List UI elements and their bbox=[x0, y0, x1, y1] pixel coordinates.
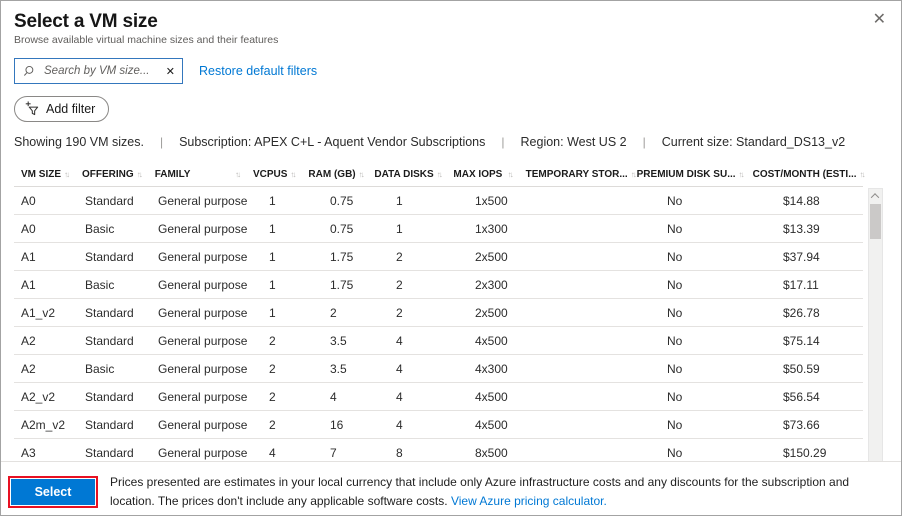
search-box bbox=[14, 58, 183, 84]
cell-family: General purpose bbox=[158, 249, 248, 264]
cell-offering: Standard bbox=[85, 249, 134, 264]
cell-vm-size: A2_v2 bbox=[21, 389, 56, 404]
cell-ram: 1.75 bbox=[330, 277, 354, 292]
table-row[interactable] bbox=[14, 271, 863, 299]
cell-data-disks: 1 bbox=[396, 221, 403, 236]
cell-vcpus: 2 bbox=[269, 361, 276, 376]
cell-vm-size: A1 bbox=[21, 249, 36, 264]
cell-data-disks: 2 bbox=[396, 277, 403, 292]
restore-default-filters-link[interactable]: Restore default filters bbox=[199, 64, 318, 78]
cell-family: General purpose bbox=[158, 417, 248, 432]
cell-vm-size: A1 bbox=[21, 277, 36, 292]
summary-subscription: Subscription: APEX C+L - Aquent Vendor Subscriptions bbox=[179, 135, 486, 149]
sort-icon: ↑↓ bbox=[507, 169, 512, 179]
column-header-family[interactable]: FAMILY ↑↓ bbox=[154, 168, 239, 180]
column-header-data-disks[interactable]: DATA DISKS ↑↓ bbox=[374, 168, 441, 180]
sort-icon: ↑↓ bbox=[234, 169, 239, 179]
cell-cost-month: $73.66 bbox=[783, 417, 820, 432]
vm-size-table bbox=[14, 162, 887, 467]
page-title: Select a VM size bbox=[14, 11, 158, 32]
page-subtitle: Browse available virtual machine sizes and their features bbox=[14, 34, 279, 46]
cell-offering: Standard bbox=[85, 333, 134, 348]
cell-family: General purpose bbox=[158, 193, 248, 208]
cell-cost-month: $50.59 bbox=[783, 361, 820, 376]
cell-ram: 0.75 bbox=[330, 221, 354, 236]
cell-max-iops: 1x500 bbox=[475, 193, 508, 208]
cell-cost-month: $75.14 bbox=[783, 333, 820, 348]
column-header-vm-size[interactable]: VM SIZE ↑↓ bbox=[21, 168, 69, 180]
table-row[interactable] bbox=[14, 411, 863, 439]
sort-icon: ↑↓ bbox=[630, 169, 635, 179]
cell-premium-disk: No bbox=[667, 361, 683, 376]
sort-icon: ↑↓ bbox=[64, 169, 69, 179]
cell-vcpus: 1 bbox=[269, 221, 276, 236]
cell-vm-size: A2 bbox=[21, 361, 36, 376]
cell-premium-disk: No bbox=[667, 193, 683, 208]
cell-cost-month: $13.39 bbox=[783, 221, 820, 236]
table-row[interactable] bbox=[14, 327, 863, 355]
summary-region: Region: West US 2 bbox=[520, 135, 627, 149]
cell-max-iops: 2x300 bbox=[475, 277, 508, 292]
cell-premium-disk: No bbox=[667, 221, 683, 236]
cell-max-iops: 4x300 bbox=[475, 361, 508, 376]
cell-data-disks: 4 bbox=[396, 389, 403, 404]
cell-family: General purpose bbox=[158, 361, 248, 376]
cell-vcpus: 2 bbox=[269, 417, 276, 432]
sort-icon: ↑↓ bbox=[436, 169, 441, 179]
cell-data-disks: 4 bbox=[396, 417, 403, 432]
cell-family: General purpose bbox=[158, 305, 248, 320]
summary-current-size: Current size: Standard_DS13_v2 bbox=[661, 135, 846, 149]
cell-vm-size: A0 bbox=[21, 193, 36, 208]
cell-offering: Basic bbox=[85, 221, 115, 236]
summary-separator: | bbox=[159, 135, 164, 149]
table-row[interactable] bbox=[14, 215, 863, 243]
column-header-ram[interactable]: RAM (GB) ↑↓ bbox=[308, 168, 363, 180]
search-input[interactable] bbox=[42, 64, 162, 78]
cell-max-iops: 4x500 bbox=[475, 389, 508, 404]
search-row bbox=[14, 58, 887, 84]
cell-max-iops: 8x500 bbox=[475, 445, 508, 460]
filter-summary bbox=[14, 135, 887, 149]
sort-icon: ↑↓ bbox=[290, 169, 295, 179]
cell-vm-size: A3 bbox=[21, 445, 36, 460]
cell-premium-disk: No bbox=[667, 249, 683, 264]
cell-offering: Basic bbox=[85, 361, 115, 376]
cell-data-disks: 8 bbox=[396, 445, 403, 460]
sort-icon: ↑↓ bbox=[136, 169, 141, 179]
cell-family: General purpose bbox=[158, 277, 248, 292]
column-header-premium-disk[interactable]: PREMIUM DISK SU... ↑↓ bbox=[636, 168, 743, 180]
cell-ram: 3.5 bbox=[330, 361, 347, 376]
cell-premium-disk: No bbox=[667, 277, 683, 292]
cell-family: General purpose bbox=[158, 221, 248, 236]
sort-icon: ↑↓ bbox=[859, 169, 864, 179]
sort-icon: ↑↓ bbox=[358, 169, 363, 179]
table-row[interactable] bbox=[14, 187, 863, 215]
cell-vm-size: A2 bbox=[21, 333, 36, 348]
column-header-cost-month[interactable]: COST/MONTH (ESTI... ↑↓ bbox=[752, 168, 864, 180]
cell-offering: Standard bbox=[85, 305, 134, 320]
add-filter-button[interactable] bbox=[14, 96, 109, 122]
cell-vm-size: A2m_v2 bbox=[21, 417, 66, 432]
cell-family: General purpose bbox=[158, 389, 248, 404]
table-header-row bbox=[14, 162, 863, 187]
cell-vm-size: A1_v2 bbox=[21, 305, 56, 320]
cell-vcpus: 1 bbox=[269, 277, 276, 292]
cell-offering: Basic bbox=[85, 277, 115, 292]
cell-cost-month: $37.94 bbox=[783, 249, 820, 264]
disclaimer-text: Prices presented are estimates in your local currency that include only Azure infrastructure costs and any discounts for the subscription and location. The prices don't include any applicable software costs. bbox=[110, 475, 850, 508]
cell-ram: 3.5 bbox=[330, 333, 347, 348]
cell-data-disks: 2 bbox=[396, 305, 403, 320]
pricing-disclaimer bbox=[110, 473, 882, 510]
cell-premium-disk: No bbox=[667, 389, 683, 404]
column-header-temporary-storage[interactable]: TEMPORARY STOR... ↑↓ bbox=[525, 168, 635, 180]
cell-vcpus: 2 bbox=[269, 333, 276, 348]
cell-max-iops: 4x500 bbox=[475, 333, 508, 348]
close-icon[interactable]: ✕ bbox=[872, 9, 886, 28]
cell-vcpus: 1 bbox=[269, 193, 276, 208]
cell-offering: Standard bbox=[85, 389, 134, 404]
cell-vcpus: 1 bbox=[269, 305, 276, 320]
table-row[interactable] bbox=[14, 299, 863, 327]
select-button[interactable]: Select bbox=[11, 479, 95, 505]
summary-separator: | bbox=[501, 135, 505, 149]
cell-cost-month: $14.88 bbox=[783, 193, 820, 208]
cell-max-iops: 4x500 bbox=[475, 417, 508, 432]
table-row[interactable] bbox=[14, 355, 863, 383]
cell-cost-month: $17.11 bbox=[783, 277, 819, 292]
search-icon bbox=[23, 65, 35, 77]
cell-ram: 0.75 bbox=[330, 193, 354, 208]
table-body bbox=[14, 187, 863, 467]
scroll-up-icon[interactable] bbox=[872, 193, 879, 200]
cell-family: General purpose bbox=[158, 333, 248, 348]
summary-count: Showing 190 VM sizes. bbox=[14, 135, 144, 149]
cell-premium-disk: No bbox=[667, 305, 683, 320]
clear-search-icon[interactable]: ✕ bbox=[162, 65, 175, 78]
cell-max-iops: 2x500 bbox=[475, 305, 508, 320]
cell-premium-disk: No bbox=[667, 333, 683, 348]
column-header-vcpus[interactable]: VCPUS ↑↓ bbox=[252, 168, 295, 180]
cell-data-disks: 4 bbox=[396, 333, 403, 348]
cell-vcpus: 2 bbox=[269, 389, 276, 404]
cell-ram: 4 bbox=[330, 389, 337, 404]
select-button-highlight bbox=[8, 476, 98, 508]
cell-family: General purpose bbox=[158, 445, 248, 460]
cell-premium-disk: No bbox=[667, 417, 683, 432]
cell-vm-size: A0 bbox=[21, 221, 36, 236]
cell-data-disks: 4 bbox=[396, 361, 403, 376]
cell-ram: 16 bbox=[330, 417, 344, 432]
cell-vcpus: 4 bbox=[269, 445, 276, 460]
sort-icon: ↑↓ bbox=[738, 169, 743, 179]
cell-premium-disk: No bbox=[667, 445, 683, 460]
cell-offering: Standard bbox=[85, 445, 134, 460]
cell-offering: Standard bbox=[85, 417, 134, 432]
cell-cost-month: $26.78 bbox=[783, 305, 820, 320]
cell-data-disks: 2 bbox=[396, 249, 403, 264]
cell-max-iops: 2x500 bbox=[475, 249, 508, 264]
add-filter-label: Add filter bbox=[46, 101, 96, 116]
column-header-max-iops[interactable]: MAX IOPS ↑↓ bbox=[453, 168, 512, 180]
table-scrollbar[interactable] bbox=[868, 188, 883, 478]
cell-ram: 1.75 bbox=[330, 249, 354, 264]
cell-data-disks: 1 bbox=[396, 193, 403, 208]
cell-cost-month: $56.54 bbox=[783, 389, 820, 404]
cell-max-iops: 1x300 bbox=[475, 221, 508, 236]
table-row[interactable] bbox=[14, 383, 863, 411]
add-filter-icon bbox=[25, 101, 40, 116]
column-header-offering[interactable]: OFFERING ↑↓ bbox=[82, 168, 141, 180]
cell-cost-month: $150.29 bbox=[783, 445, 827, 460]
cell-ram: 2 bbox=[330, 305, 337, 320]
cell-offering: Standard bbox=[85, 193, 134, 208]
summary-separator: | bbox=[642, 135, 646, 149]
cell-vcpus: 1 bbox=[269, 249, 276, 264]
cell-ram: 7 bbox=[330, 445, 337, 460]
azure-pricing-calculator-link[interactable]: View Azure pricing calculator. bbox=[450, 493, 607, 508]
table-row[interactable] bbox=[14, 243, 863, 271]
scrollbar-thumb[interactable] bbox=[870, 204, 881, 239]
footer-bar bbox=[1, 461, 901, 515]
